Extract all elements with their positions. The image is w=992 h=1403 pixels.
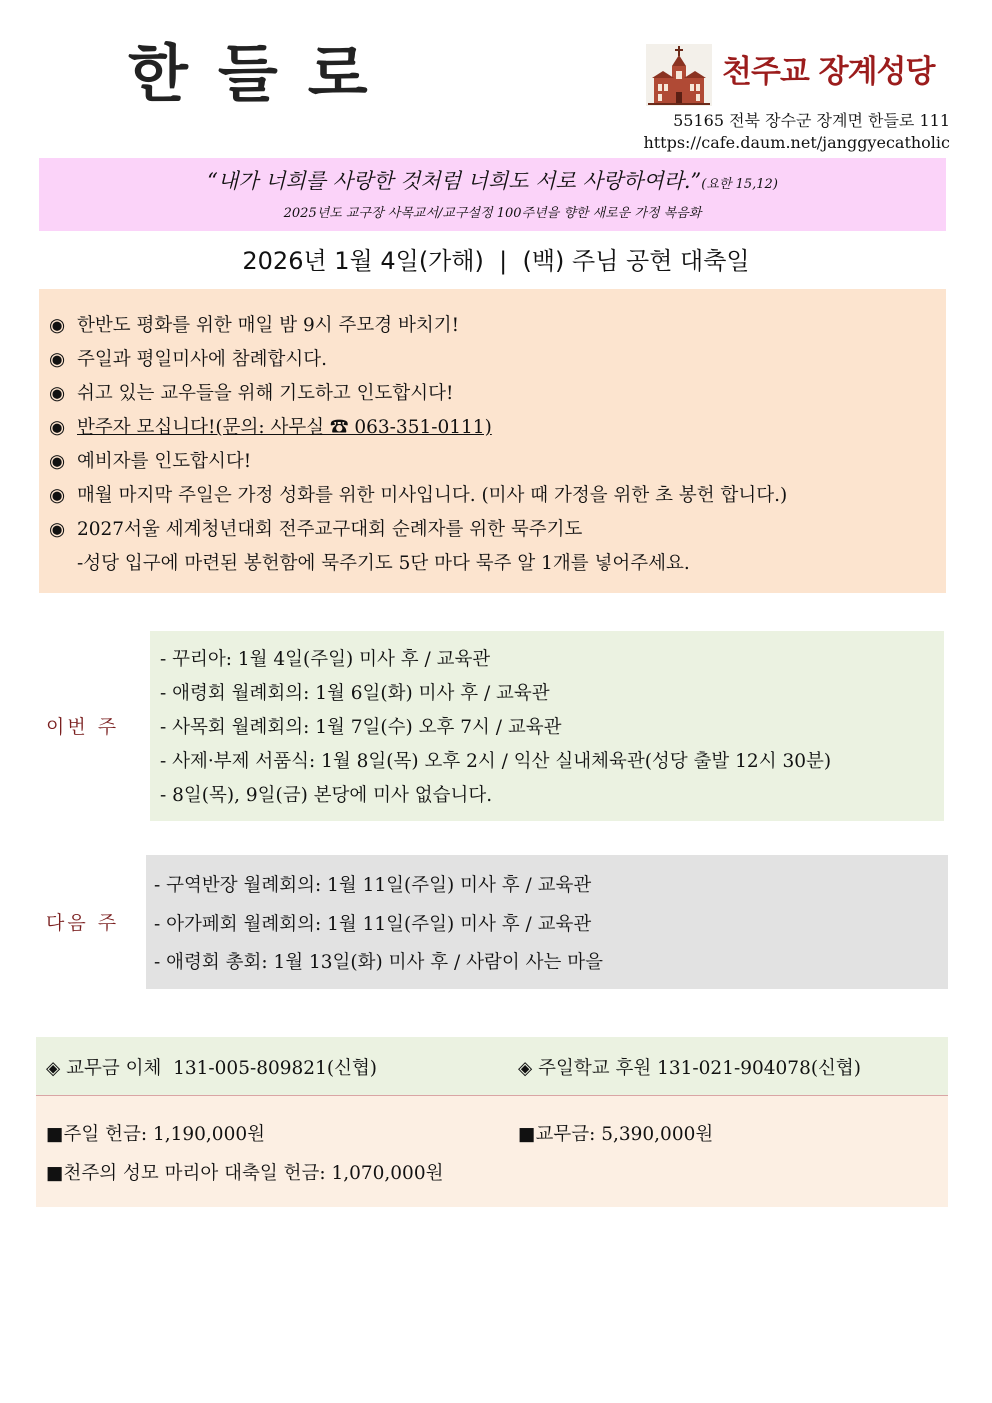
- bullet-icon: ◉: [49, 383, 66, 404]
- bullet-icon: ◉: [49, 417, 66, 438]
- notice-item: [49, 445, 946, 479]
- verse-text: “내가 너희를 사랑한 것처럼 너희도 서로 사랑하여라.”: [207, 169, 702, 193]
- parish-address-block: [643, 110, 950, 154]
- bullet-icon: ◉: [49, 349, 66, 370]
- bullet-icon: ◉: [49, 451, 66, 472]
- notice-item: [49, 513, 946, 547]
- notice-box: [39, 289, 946, 593]
- next-week-list: [146, 855, 948, 983]
- notice-item: [49, 411, 946, 445]
- event-item: - 꾸리아: 1월 4일(주일) 미사 후 / 교육관: [160, 649, 491, 670]
- parish-website[interactable]: https://cafe.daum.net/janggyecatholic: [643, 133, 950, 152]
- notice-text: 한반도 평화를 위한 매일 밤 9시 주모경 바치기!: [77, 315, 460, 336]
- next-week-box: [146, 855, 948, 989]
- verse-banner: [39, 158, 946, 231]
- event-item: - 사목회 월례회의: 1월 7일(수) 오후 7시 / 교육관: [160, 717, 562, 738]
- event-item: - 아가페회 월례회의: 1월 11일(주일) 미사 후 / 교육관: [154, 913, 592, 935]
- dues-account: ◈ 교무금 이체 131-005-809821(신협): [46, 1058, 378, 1079]
- this-week-label: 이번 주: [46, 716, 120, 738]
- offerings-box: [36, 1096, 948, 1207]
- notice-item: [49, 479, 946, 513]
- notice-item: [49, 377, 946, 411]
- sunday-offering: ■주일 헌금: 1,190,000원: [46, 1124, 265, 1145]
- event-item: - 8일(목), 9일(금) 본당에 미사 없습니다.: [160, 785, 493, 806]
- verse-line: [39, 166, 946, 200]
- parish-name: 천주교 장계성당: [722, 54, 935, 90]
- notice-text: 2027서울 세계청년대회 전주교구대회 순례자를 위한 묵주기도: [77, 519, 583, 540]
- sunday-school-account: ◈ 주일학교 후원 131-021-904078(신협): [518, 1058, 862, 1079]
- notice-text: 매월 마지막 주일은 가정 성화를 위한 미사입니다. (미사 때 가정을 위한 초 봉헌 합니다.): [77, 485, 788, 506]
- event-item: - 애령회 총회: 1월 13일(화) 미사 후 / 사람이 사는 마을: [154, 952, 603, 973]
- notice-text: 주일과 평일미사에 참례합시다.: [77, 349, 327, 370]
- notice-text-organist: 반주자 모십니다!(문의: 사무실 ☎ 063-351-0111): [77, 417, 492, 438]
- verse-reference: (요한 15,12): [701, 177, 778, 192]
- feast-offering: ■천주의 성모 마리아 대축일 헌금: 1,070,000원: [46, 1163, 444, 1184]
- notice-item: [49, 343, 946, 377]
- event-item: - 구역반장 월례회의: 1월 11일(주일) 미사 후 / 교육관: [154, 875, 592, 896]
- verse-subtitle: 2025년도 교구장 사목교서/교구설정 100주년을 향한 새로운 가정 복음화: [283, 206, 702, 221]
- this-week-box: [150, 631, 944, 821]
- event-item: - 사제·부제 서품식: 1월 8일(목) 오후 2시 / 익산 실내체육관(성당 출발 12시 30분): [160, 751, 832, 772]
- notice-list: [39, 289, 946, 547]
- parish-logo: [646, 44, 935, 106]
- notice-item: [49, 309, 946, 343]
- bullet-icon: ◉: [49, 519, 66, 540]
- notice-text: 쉬고 있는 교우들을 위해 기도하고 인도합시다!: [77, 383, 454, 404]
- dues-total: ■교무금: 5,390,000원: [518, 1124, 714, 1145]
- notice-text: 예비자를 인도합시다!: [77, 451, 252, 472]
- this-week-list: [150, 631, 944, 813]
- bullet-icon: ◉: [49, 485, 66, 506]
- bullet-icon: ◉: [49, 315, 66, 336]
- next-week-label: 다음 주: [46, 912, 120, 934]
- parish-address: 55165 전북 장수군 장계면 한들로 111: [673, 111, 950, 130]
- account-bar: [36, 1037, 948, 1096]
- event-item: - 애령회 월례회의: 1월 6일(화) 미사 후 / 교육관: [160, 683, 550, 704]
- liturgical-day-title: 2026년 1월 4일(가해) | (백) 주님 공현 대축일: [242, 247, 750, 275]
- notice-sub-line: -성당 입구에 마련된 봉헌함에 묵주기도 5단 마다 묵주 알 1개를 넣어주세요.: [77, 553, 690, 574]
- church-icon: [646, 44, 712, 106]
- masthead-title: 한들로: [128, 37, 398, 110]
